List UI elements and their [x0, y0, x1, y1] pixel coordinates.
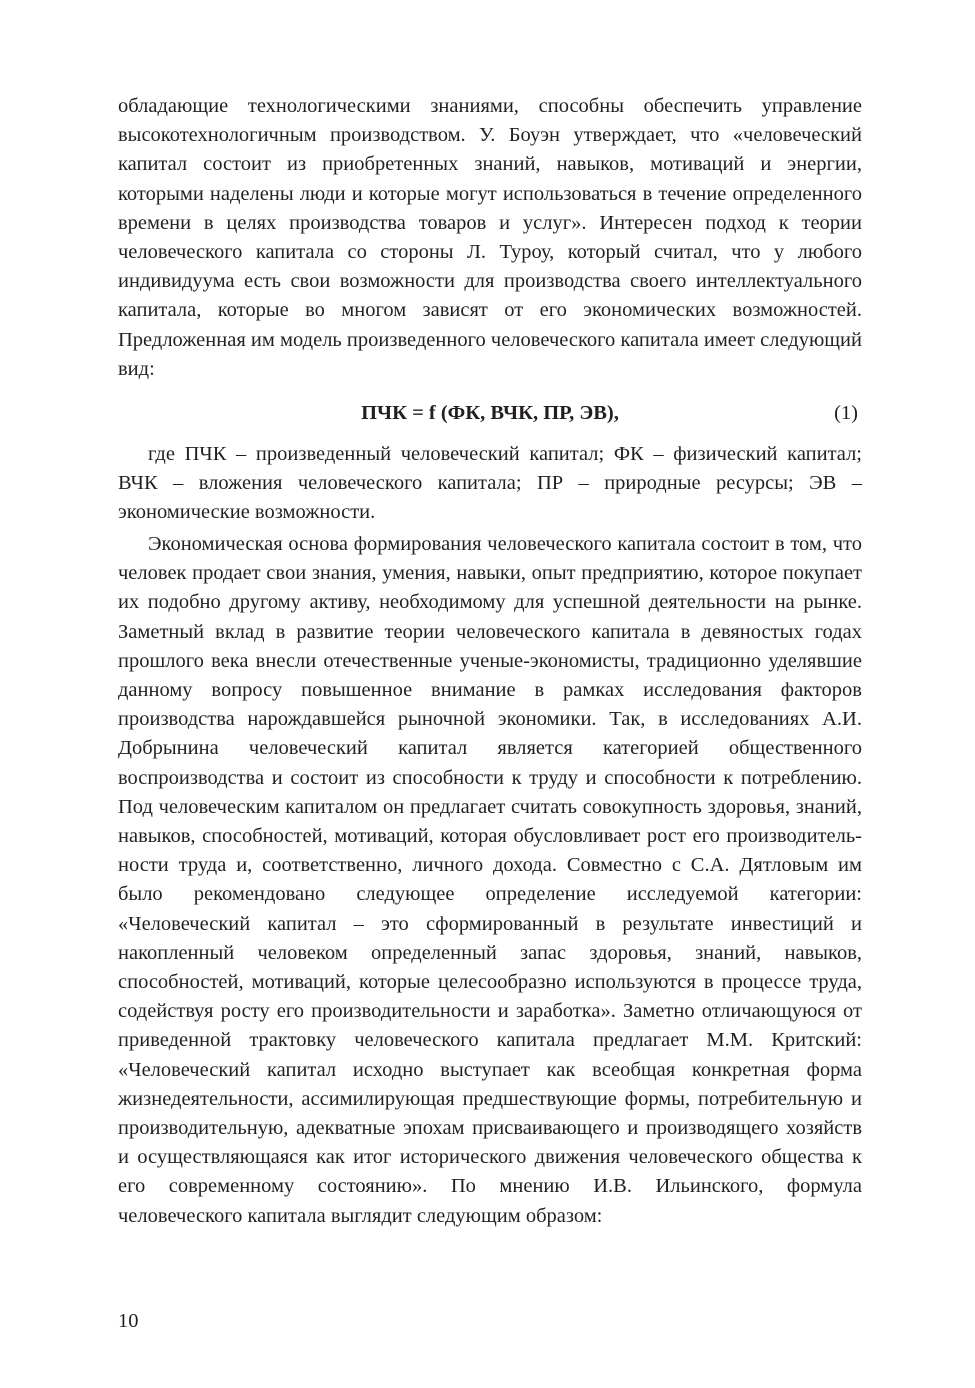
formula-row	[118, 397, 862, 429]
paragraph-formula-legend: где ПЧК – произведенный человеческий капитал; ФК – физический капитал; ВЧК – вложения человеческого капитала; ПР – природные ресурсы; ЭВ – экономические возможности.	[118, 443, 862, 524]
paragraph-intro: обладающие технологическими знаниями, способны обеспечить управление высокотехнологичным производством. У. Боуэн утверждает, что «человеческий капитал состоит из приобретенных знаний, навыков, мотиваций и энергии, которыми наделены люди и которые могут использоваться в течение определенного времени в целях производства товаров и услуг». Интересен подход к теории человеческого капитала со стороны Л. Туроу, который считал, что у любого индивидуума есть свои возможности для производства своего интеллектуального капитала, которые во многом зависят от его экономических возможностей. Предложенная им модель произведенного человеческого капитала имеет следующий вид:	[118, 95, 862, 380]
formula-number: (1)	[834, 402, 858, 424]
formula-expression: ПЧК = f (ФК, ВЧК, ПР, ЭВ),	[361, 402, 619, 424]
paragraph-economic-basis: Экономическая основа формирования человеческого капитала состоит в том, что человек продает свои знания, умения, навыки, опыт предприятию, которое покупает их подобно другому активу, необходимому для успешной деятельности на рынке. Заметный вклад в развитие теории человеческого капитала в девяностых годах прошлого века внесли отечественные ученые-экономисты, традиционно уделявшие данному вопросу повышенное внимание в рамках исследования факторов производства нарождавшейся рыночной экономики. Так, в исследованиях А.И. Добрынина человеческий капитал является категорией общественного воспроизводства и состоит из способности к труду и способности к потреблению. Под человеческим капиталом он предлагает считать совокупность здоровья, знаний, навыков, способностей, мотиваций, которая обусловливает рост его производительности труда и, соответственно, личного дохода. Совместно с С.А. Дятловым им было рекомендовано следующее определение исследуемой категории: «Человеческий капитал – это сформированный в результате инвестиций и накопленный человеком определенный запас здоровья, знаний, навыков, способностей, мотиваций, которые целесообразно используются в процессе труда, содействуя росту его производительности и заработка». Заметно отличающуюся от приведенной трактовку человеческого капитала предлагает М.М. Критский: «Человеческий капитал исходно выступает как всеобщая конкретная форма жизнедеятельности, ассимилирующая предшествующие формы, потребительную и производительную, адекватные эпохам присваивающего и производящего хозяйств и осуществляющаяся как итог исторического движения человеческого общества к его современному состоянию». По мнению И.В. Ильинского, формула человеческого капитала выглядит следующим образом:	[118, 533, 862, 1227]
page-number: 10	[118, 1310, 139, 1332]
